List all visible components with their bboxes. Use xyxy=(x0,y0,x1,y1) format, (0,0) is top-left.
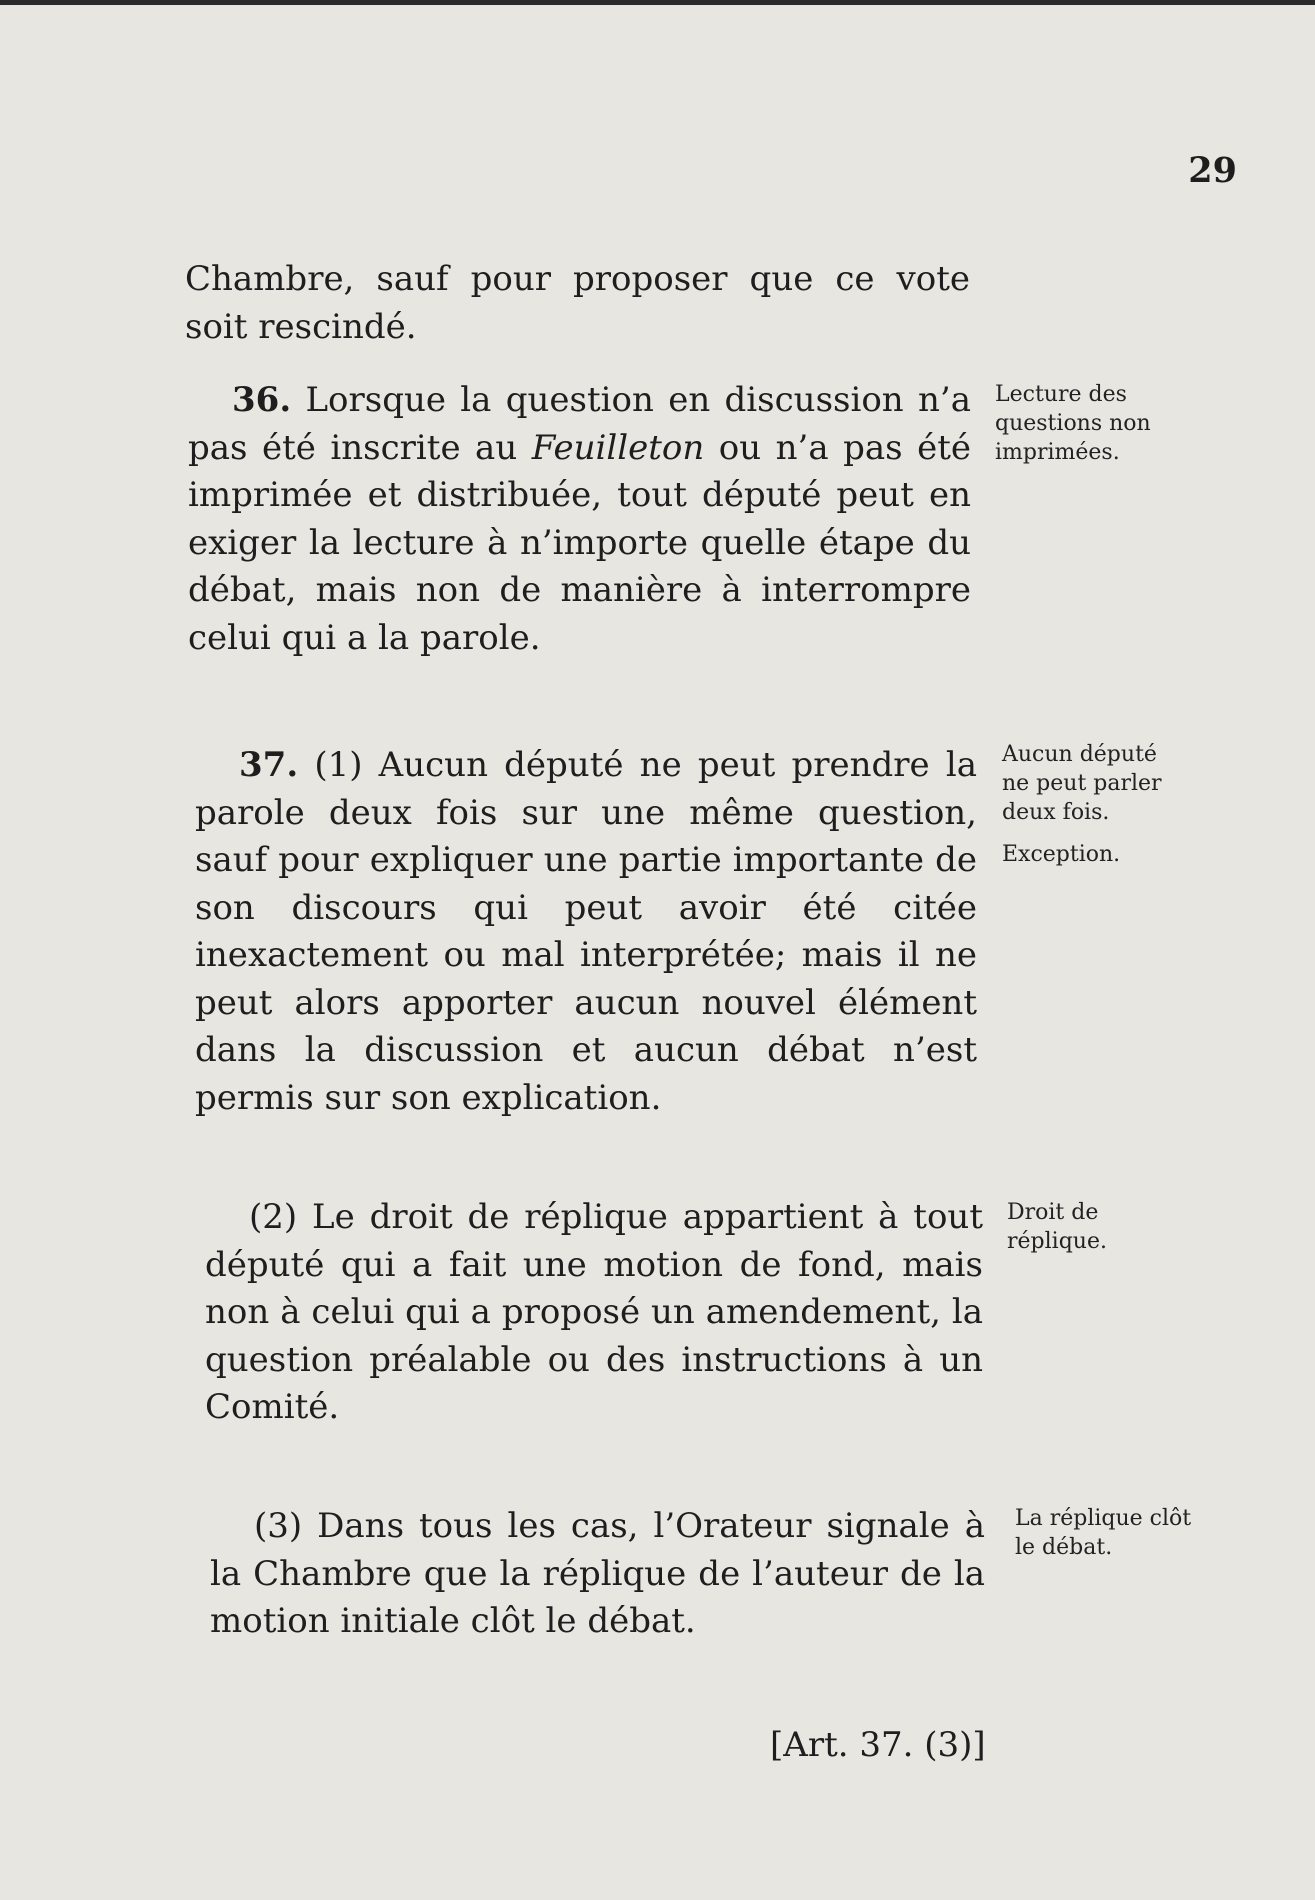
article-number: 36. xyxy=(232,380,292,420)
article-37-3 xyxy=(210,1503,985,1646)
margin-note-droit-replique: Droit de réplique. xyxy=(1007,1200,1107,1254)
article-text: Lorsque la question en discussion n’a pas été inscrite au xyxy=(188,380,971,468)
margin-note-lecture: Lecture des questions non imprimées. xyxy=(995,382,1151,465)
margin-note-exception: Exception. xyxy=(1002,842,1121,867)
margin-note-replique-clot: La réplique clôt le débat. xyxy=(1015,1506,1192,1560)
paragraph-text: Chambre, sauf pour proposer que ce vote soit rescindé. xyxy=(185,259,970,347)
article-text: (2) Le droit de réplique appartient à tout député qui a fait une motion de fond, mais non à celui qui a proposé un amendement, la question préalable ou des instructions à un Comité. xyxy=(205,1197,983,1427)
article-37-1 xyxy=(195,742,977,1122)
paragraph-continuation xyxy=(185,256,970,351)
page-number: 29 xyxy=(1188,150,1237,191)
article-text: (1) Aucun député ne peut prendre la parole deux fois sur une même question, sauf pour expliquer une partie importante de son discours qui peut avoir été citée inexactement ou mal interprétée; mais il ne peut alors apporter aucun nouvel élément dans la discussion et aucun débat n’est permis sur son explication. xyxy=(195,745,977,1118)
margin-note-aucun-depute: Aucun député ne peut parler deux fois. xyxy=(1002,742,1162,825)
article-text: ou n’a pas été imprimée et distribuée, tout député peut en exiger la lecture à n’importe quelle étape du débat, mais non de manière à interrompre celui qui a la parole. xyxy=(188,427,971,658)
article-number: 37. xyxy=(239,745,299,785)
article-reference-footer: [Art. 37. (3)] xyxy=(770,1725,986,1765)
article-text: (3) Dans tous les cas, l’Orateur signale à la Chambre que la réplique de l’auteur de la motion initiale clôt le débat. xyxy=(210,1506,985,1641)
article-36 xyxy=(188,377,971,662)
top-rule xyxy=(0,0,1315,5)
article-37-2 xyxy=(205,1194,983,1432)
article-text-emphasis: Feuilleton xyxy=(531,427,705,468)
